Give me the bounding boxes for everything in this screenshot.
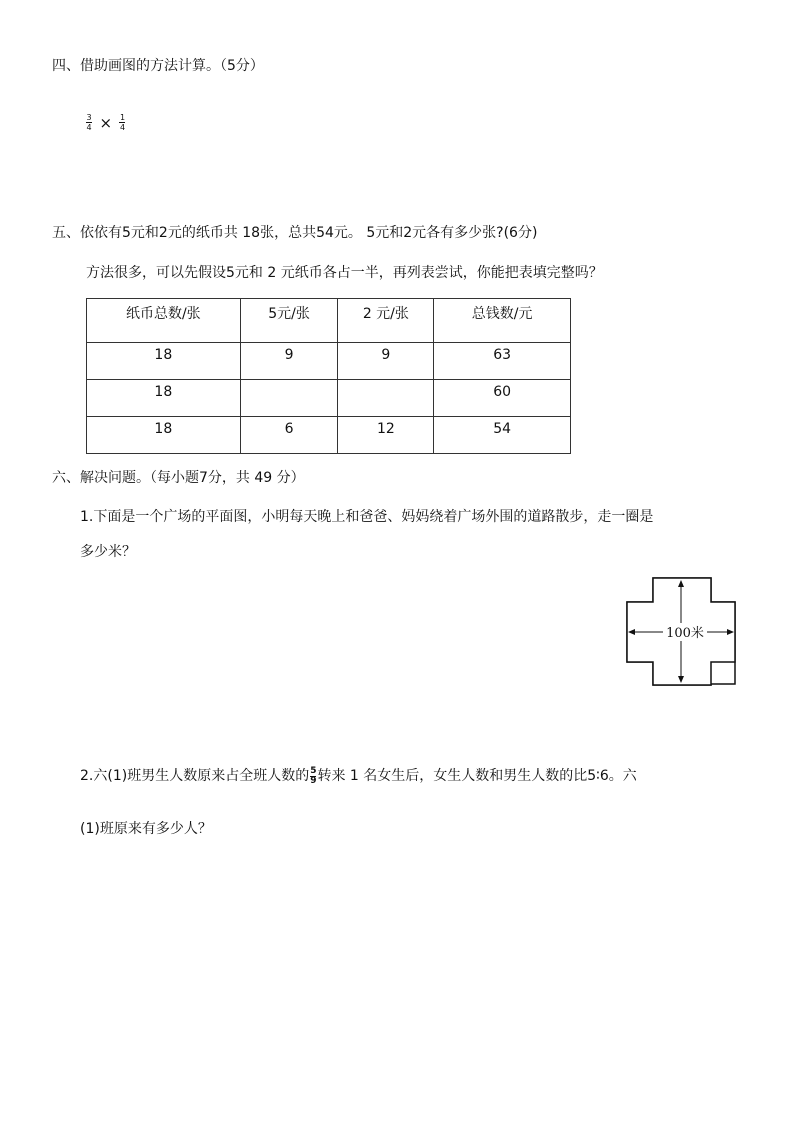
question-1-line-1: 1.下面是一个广场的平面图，小明每天晚上和爸爸、妈妈绕着广场外围的道路散步，走一圈是 (80, 509, 654, 525)
table-cell: 6 (240, 416, 338, 453)
blank-cell[interactable] (240, 379, 338, 416)
table-header-row (87, 299, 571, 343)
dimension-label: 100米 (666, 626, 704, 641)
numerator: 5 (310, 765, 317, 776)
fraction-one-quarter (119, 113, 125, 132)
question-2-text-b: 转来 1 名女生后，女生人数和男生人数的比5∶6。六 (317, 768, 637, 784)
section-5-heading: 五、依依有5元和2元的纸币共 18张，总共54元。 5元和2元各有多少张?(6分) (52, 225, 538, 241)
times-sign: × (99, 113, 113, 132)
numerator: 1 (119, 113, 126, 122)
fraction-three-quarters (86, 113, 92, 132)
bill-table (86, 298, 571, 454)
table-cell: 18 (87, 416, 241, 453)
table-row (87, 379, 571, 416)
plaza-plan-figure (620, 575, 740, 690)
section-6-heading: 六、解决问题。（每小题7分，共 49 分） (52, 470, 305, 486)
denominator: 9 (310, 775, 317, 786)
question-2-text-a: 2.六(1)班男生人数原来占全班人数的 (80, 768, 310, 784)
section-5-intro: 方法很多，可以先假设5元和 2 元纸币各占一半，再列表尝试，你能把表填完整吗？ (86, 265, 603, 281)
header-cell: 总钱数/元 (434, 299, 571, 343)
denominator: 4 (119, 123, 126, 132)
fraction-expression (86, 113, 125, 132)
table-row (87, 342, 571, 379)
fraction-five-ninths (310, 767, 316, 786)
table-cell: 54 (434, 416, 571, 453)
blank-cell[interactable] (338, 379, 434, 416)
question-2-line-1 (80, 765, 637, 786)
header-cell: 2 元/张 (338, 299, 434, 343)
table-cell: 9 (338, 342, 434, 379)
question-1-line-2: 多少米？ (80, 544, 136, 560)
header-cell: 5元/张 (240, 299, 338, 343)
denominator: 4 (86, 123, 92, 132)
question-2-line-2: (1)班原来有多少人？ (80, 821, 212, 837)
table-cell: 9 (240, 342, 338, 379)
table-cell: 18 (87, 342, 241, 379)
table-cell: 63 (434, 342, 571, 379)
header-cell: 纸币总数/张 (87, 299, 241, 343)
section-4-heading: 四、借助画图的方法计算。（5分） (52, 58, 264, 74)
table-cell: 12 (338, 416, 434, 453)
table-row (87, 416, 571, 453)
table-cell: 18 (87, 379, 241, 416)
numerator: 3 (86, 113, 92, 122)
table-cell: 60 (434, 379, 571, 416)
